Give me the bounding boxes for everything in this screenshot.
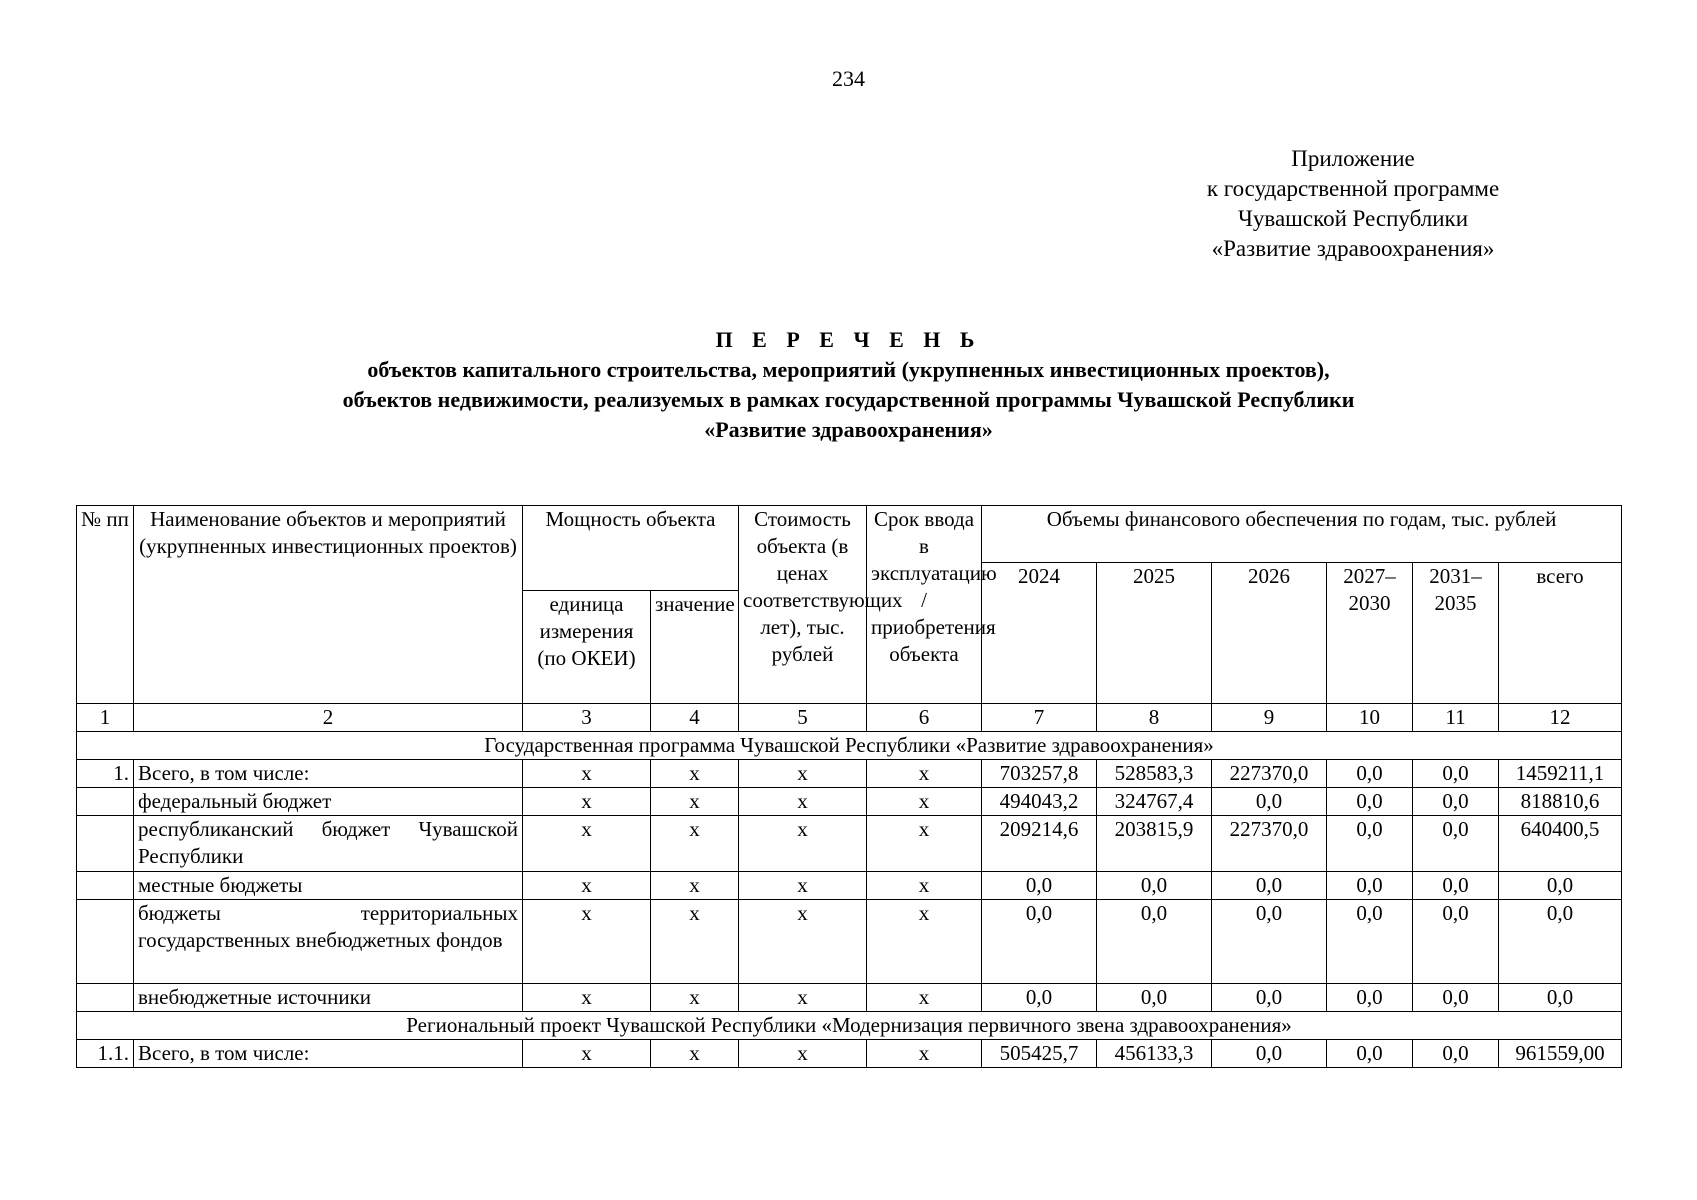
row-value: х (651, 872, 739, 900)
row-y2024: 0,0 (982, 872, 1097, 900)
row-y2031: 0,0 (1413, 872, 1499, 900)
column-number: 7 (982, 704, 1097, 732)
row-y2025: 0,0 (1097, 872, 1212, 900)
row-total: 961559,00 (1499, 1040, 1622, 1068)
column-number: 1 (77, 704, 134, 732)
header-year: 2027– 2030 (1327, 563, 1413, 704)
column-number: 3 (523, 704, 651, 732)
row-y2024: 703257,8 (982, 760, 1097, 788)
row-cost: х (739, 816, 867, 872)
appendix-line: Чувашской Республики (1237, 206, 1469, 231)
title-line: «Развитие здравоохранения» (704, 417, 993, 442)
table-row (77, 816, 1622, 872)
document-title (0, 325, 1697, 445)
appendix-line: Приложение (1291, 146, 1415, 171)
row-value: х (651, 788, 739, 816)
row-name: Всего, в том числе: (134, 1040, 523, 1068)
row-term: х (867, 816, 982, 872)
row-y2026: 227370,0 (1212, 816, 1327, 872)
header-year: 2024 (982, 563, 1097, 704)
row-name: бюджеты территориальных государственных внебюджетных фондов (134, 900, 523, 984)
row-cost: х (739, 984, 867, 1012)
column-number: 4 (651, 704, 739, 732)
row-name: федеральный бюджет (134, 788, 523, 816)
appendix-line: «Развитие здравоохранения» (1211, 236, 1495, 261)
row-name: республиканский бюджет Чувашской Республики (134, 816, 523, 872)
header-term: Срок ввода в эксплуатацию / приобретения объекта (867, 506, 982, 704)
row-total: 0,0 (1499, 984, 1622, 1012)
row-y2024: 505425,7 (982, 1040, 1097, 1068)
table-row (77, 872, 1622, 900)
row-term: х (867, 984, 982, 1012)
column-number: 10 (1327, 704, 1413, 732)
header-year: 2026 (1212, 563, 1327, 704)
page-number: 234 (832, 66, 865, 91)
row-name: местные бюджеты (134, 872, 523, 900)
row-y2031: 0,0 (1413, 788, 1499, 816)
table-row (77, 1040, 1622, 1068)
row-y2031: 0,0 (1413, 984, 1499, 1012)
header-finance: Объемы финансового обеспечения по годам, тыс. рублей (982, 506, 1622, 563)
column-number: 12 (1499, 704, 1622, 732)
header-cost: Стоимость объекта (в ценах соответствующих лет), тыс. рублей (739, 506, 867, 704)
row-value: х (651, 984, 739, 1012)
row-y2027: 0,0 (1327, 872, 1413, 900)
row-y2031: 0,0 (1413, 1040, 1499, 1068)
appendix-line: к государственной программе (1206, 176, 1500, 201)
row-num: 1.1. (77, 1040, 134, 1068)
column-number: 8 (1097, 704, 1212, 732)
column-number: 11 (1413, 704, 1499, 732)
row-num: 1. (77, 760, 134, 788)
section-row (77, 1012, 1622, 1040)
table-row (77, 984, 1622, 1012)
row-name: Всего, в том числе: (134, 760, 523, 788)
title-main: П Е Р Е Ч Е Н Ь (715, 327, 982, 352)
row-total: 0,0 (1499, 872, 1622, 900)
row-total: 0,0 (1499, 900, 1622, 984)
header-name: Наименование объектов и мероприятий (укрупненных инвестиционных проектов) (134, 506, 523, 704)
row-value: х (651, 816, 739, 872)
row-y2025: 324767,4 (1097, 788, 1212, 816)
row-y2027: 0,0 (1327, 816, 1413, 872)
row-unit: х (523, 984, 651, 1012)
column-number: 2 (134, 704, 523, 732)
appendix-block (1183, 144, 1523, 264)
row-num (77, 900, 134, 984)
row-term: х (867, 788, 982, 816)
header-value: значение (651, 591, 739, 704)
row-y2027: 0,0 (1327, 900, 1413, 984)
row-num (77, 872, 134, 900)
header-total: всего (1499, 563, 1622, 704)
finance-table (76, 505, 1622, 1068)
header-year: 2025 (1097, 563, 1212, 704)
header-row (77, 506, 1622, 563)
row-y2024: 209214,6 (982, 816, 1097, 872)
row-num (77, 816, 134, 872)
row-y2031: 0,0 (1413, 816, 1499, 872)
section-row (77, 732, 1622, 760)
row-cost: х (739, 788, 867, 816)
row-y2026: 0,0 (1212, 900, 1327, 984)
row-total: 818810,6 (1499, 788, 1622, 816)
row-cost: х (739, 760, 867, 788)
title-line: объектов недвижимости, реализуемых в рамках государственной программы Чувашской Республики (342, 387, 1355, 412)
row-y2031: 0,0 (1413, 760, 1499, 788)
row-y2026: 0,0 (1212, 872, 1327, 900)
table-row (77, 788, 1622, 816)
row-unit: х (523, 872, 651, 900)
row-y2024: 0,0 (982, 984, 1097, 1012)
row-y2025: 456133,3 (1097, 1040, 1212, 1068)
row-y2025: 203815,9 (1097, 816, 1212, 872)
row-y2026: 227370,0 (1212, 760, 1327, 788)
row-y2025: 0,0 (1097, 900, 1212, 984)
row-y2024: 494043,2 (982, 788, 1097, 816)
row-value: х (651, 760, 739, 788)
row-num (77, 788, 134, 816)
row-term: х (867, 760, 982, 788)
row-cost: х (739, 1040, 867, 1068)
header-year: 2031– 2035 (1413, 563, 1499, 704)
row-y2027: 0,0 (1327, 1040, 1413, 1068)
row-y2027: 0,0 (1327, 788, 1413, 816)
row-y2027: 0,0 (1327, 984, 1413, 1012)
header-unit: единица измерения (по ОКЕИ) (523, 591, 651, 704)
row-y2026: 0,0 (1212, 788, 1327, 816)
row-num (77, 984, 134, 1012)
table-row (77, 900, 1622, 984)
row-term: х (867, 900, 982, 984)
row-value: х (651, 1040, 739, 1068)
row-unit: х (523, 816, 651, 872)
row-y2025: 528583,3 (1097, 760, 1212, 788)
table-row (77, 760, 1622, 788)
row-term: х (867, 1040, 982, 1068)
column-number: 9 (1212, 704, 1327, 732)
title-line: объектов капитального строительства, мероприятий (укрупненных инвестиционных проектов), (367, 357, 1330, 382)
header-capacity: Мощность объекта (523, 506, 739, 591)
section-title: Региональный проект Чувашской Республики «Модернизация первичного звена здравоохранения» (77, 1012, 1622, 1040)
column-number: 6 (867, 704, 982, 732)
row-unit: х (523, 1040, 651, 1068)
section-title: Государственная программа Чувашской Республики «Развитие здравоохранения» (77, 732, 1622, 760)
row-cost: х (739, 872, 867, 900)
row-total: 640400,5 (1499, 816, 1622, 872)
row-term: х (867, 872, 982, 900)
row-cost: х (739, 900, 867, 984)
row-y2026: 0,0 (1212, 984, 1327, 1012)
row-name: внебюджетные источники (134, 984, 523, 1012)
row-value: х (651, 900, 739, 984)
row-y2024: 0,0 (982, 900, 1097, 984)
header-num: № пп (77, 506, 134, 704)
row-unit: х (523, 760, 651, 788)
row-unit: х (523, 788, 651, 816)
column-number-row (77, 704, 1622, 732)
row-y2026: 0,0 (1212, 1040, 1327, 1068)
row-total: 1459211,1 (1499, 760, 1622, 788)
row-y2027: 0,0 (1327, 760, 1413, 788)
column-number: 5 (739, 704, 867, 732)
row-unit: х (523, 900, 651, 984)
row-y2025: 0,0 (1097, 984, 1212, 1012)
row-y2031: 0,0 (1413, 900, 1499, 984)
